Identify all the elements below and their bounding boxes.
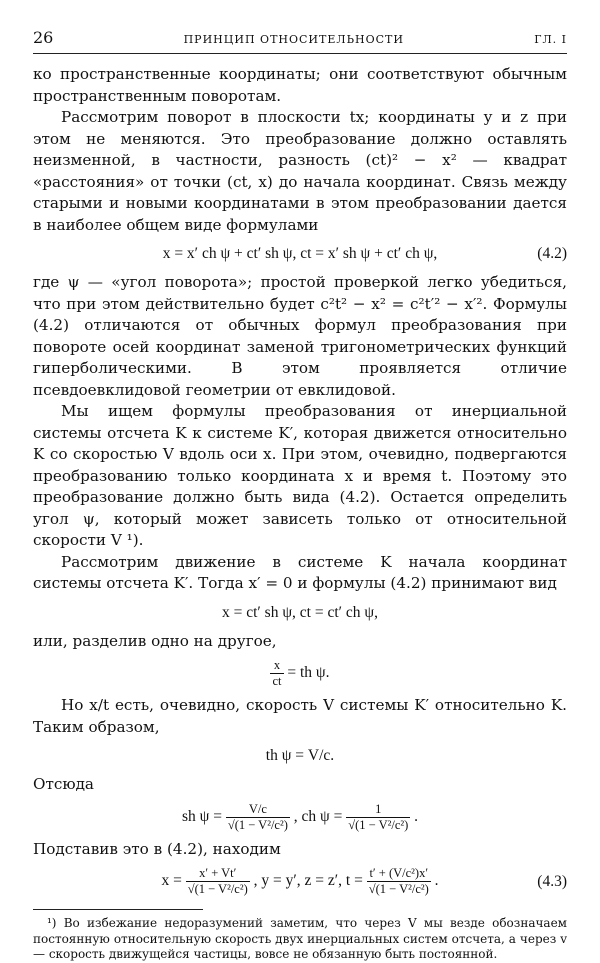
fraction-sh — [226, 802, 290, 833]
running-header — [33, 28, 567, 54]
equation-4-3 — [33, 866, 567, 897]
fraction-numerator: V/c — [226, 802, 290, 818]
fraction-numerator: t′ + (V/c²)x′ — [367, 866, 431, 882]
equation-c — [33, 658, 567, 689]
equation-4-3-mid: , y = y′, z = z′, t = — [253, 872, 363, 890]
equation-b — [33, 601, 567, 625]
paragraph-1: ко пространственные координаты; они соответствуют обычным пространственным поворотам. — [33, 65, 567, 105]
fraction-t — [367, 866, 431, 897]
fraction-numerator: x′ + Vt′ — [186, 866, 250, 882]
equation-4-2-body: x = x′ ch ψ + ct′ sh ψ, ct = x′ sh ψ + ct′ ch ψ, — [162, 245, 438, 262]
fraction-x — [186, 866, 250, 897]
equation-4-2 — [33, 242, 567, 266]
equation-e-ch: , ch ψ = — [293, 807, 343, 825]
equation-4-3-end: . — [434, 872, 439, 890]
paragraph-4: Мы ищем формулы преобразования от инерциальной системы отсчета K к системе K′, которая движется относительно K со скоростью V вдоль оси x. При этом, очевидно, подвергаются преобразованию только координата x и время t. Поэтому это преобразование должно быть вида (4.2). Остается определить угол ψ, который может зависеть только от относительной скорости V ¹). — [33, 402, 567, 549]
paragraph-7: Но x/t есть, очевидно, скорость V системы K′ относительно K. Таким образом, — [33, 696, 567, 736]
running-title: ПРИНЦИП ОТНОСИТЕЛЬНОСТИ — [183, 33, 404, 46]
paragraph-5: Рассмотрим движение в системе K начала координат системы отсчета K′. Тогда x′ = 0 и формулы (4.2) принимают вид — [33, 552, 567, 592]
equation-c-rhs: = th ψ. — [287, 664, 330, 682]
fraction-denominator: √(1 − V²/c²) — [348, 817, 409, 832]
equation-d-body: th ψ = V/c. — [265, 747, 335, 764]
book-page — [33, 28, 567, 963]
equation-4-3-number: (4.3) — [537, 872, 567, 890]
fraction-numerator: x — [270, 658, 283, 674]
footnote: ¹) Во избежание недоразумений заметим, что через V мы везде обозначаем постоянную относительную скорость двух инерциальных систем отсчета, а через v — скорость движущейся частицы, вовсе не обязанную быть постоянной. — [33, 916, 567, 961]
fraction-denominator: √(1 − V²/c²) — [368, 882, 429, 896]
equation-4-2-number: (4.2) — [537, 245, 567, 262]
chapter-label: ГЛ. I — [534, 33, 567, 46]
paragraph-6: или, разделив одно на другое, — [33, 631, 277, 650]
equation-e-sh: sh ψ = — [181, 807, 222, 825]
fraction-ch — [346, 802, 410, 833]
page-number: 26 — [33, 28, 54, 47]
fraction-numerator: 1 — [346, 802, 410, 818]
equation-b-body: x = ct′ sh ψ, ct = ct′ ch ψ, — [221, 603, 378, 621]
fraction-denominator: ct — [272, 674, 282, 688]
fraction-denominator: √(1 − V²/c²) — [227, 817, 288, 832]
fraction-x-ct — [270, 658, 283, 689]
equation-4-3-x: x = — [161, 872, 182, 890]
footnote-divider — [33, 909, 203, 910]
equation-e-end: . — [414, 807, 419, 825]
equation-d — [33, 744, 567, 768]
equation-e — [33, 802, 567, 833]
paragraph-8: Отсюда — [33, 775, 94, 793]
fraction-denominator: √(1 − V²/c²) — [187, 882, 248, 896]
paragraph-3: где ψ — «угол поворота»; простой проверкой легко убедиться, что при этом действительно будет c²t² − x² = c²t′² − x′². Формулы (4.2) отличаются от обычных формул преобразования при повороте осей координат заменой тригонометрических функций гиперболическими. В этом проявляется отличие псевдоевклидовой геометрии от евклидовой. — [33, 273, 567, 399]
paragraph-9: Подставив это в (4.2), находим — [33, 839, 281, 858]
paragraph-2: Рассмотрим поворот в плоскости tx; координаты y и z при этом не меняются. Это преобразование должно оставлять неизменной, в частности, разность (ct)² − x² — квадрат «расстояния» от точки (ct, x) до начала координат. Связь между старыми и новыми координатами в этом преобразовании дается в наиболее общем виде формулами — [33, 108, 567, 234]
